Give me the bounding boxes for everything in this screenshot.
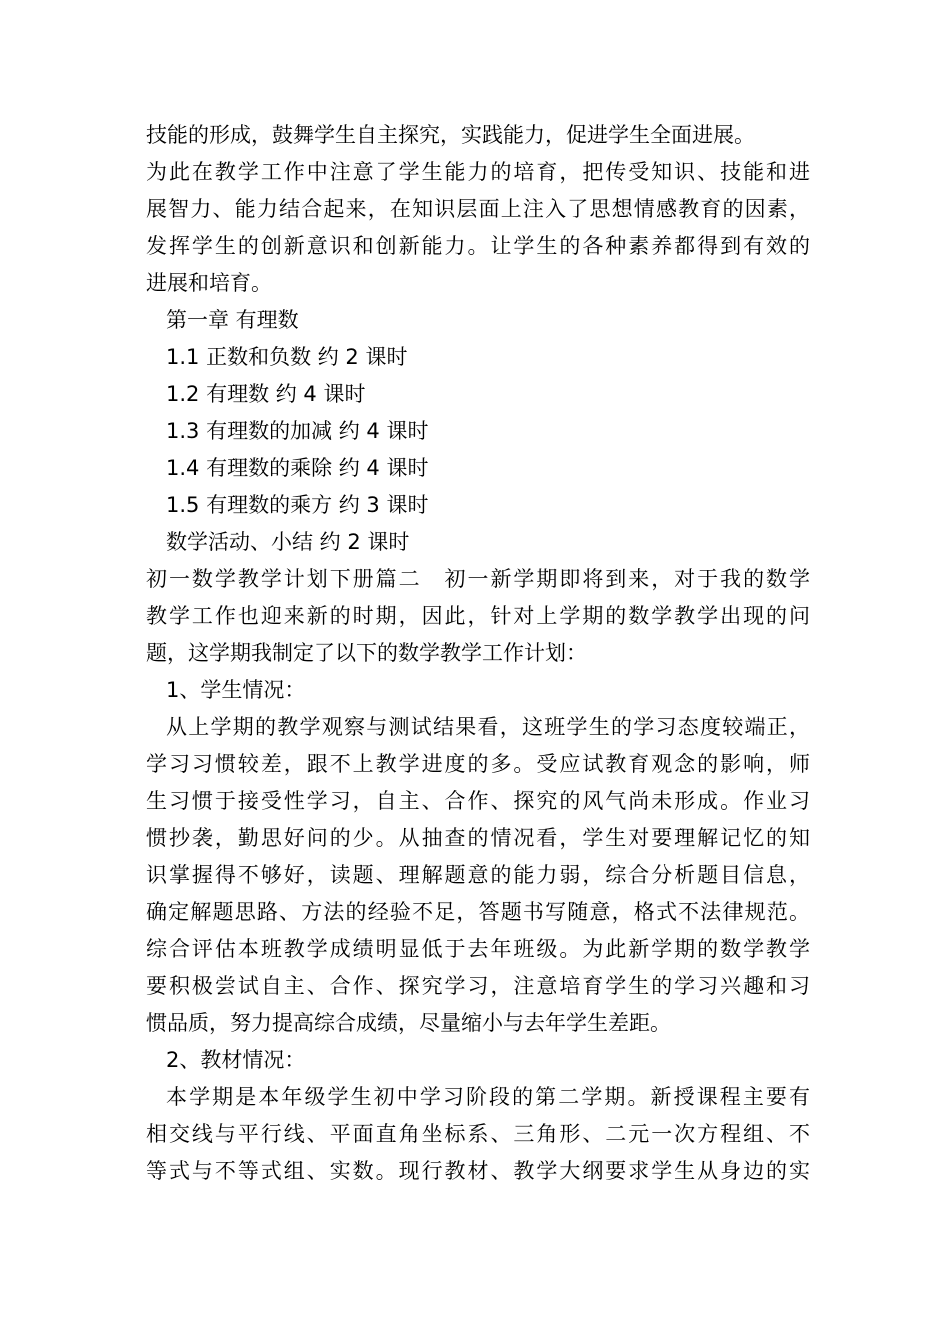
document-body xyxy=(146,117,810,1190)
text-line: 综合评估本班教学成绩明显低于去年班级。为此新学期的数学教学 xyxy=(146,937,810,961)
text-line: 1.2 有理数 约 4 课时 xyxy=(166,382,366,406)
text-line: 题，这学期我制定了以下的数学教学工作计划： xyxy=(146,641,587,665)
text-line: 生习惯于接受性学习，自主、合作、探究的风气尚未形成。作业习 xyxy=(146,789,810,813)
text-line: 1.4 有理数的乘除 约 4 课时 xyxy=(166,456,429,480)
text-line: 本学期是本年级学生初中学习阶段的第二学期。新授课程主要有 xyxy=(166,1085,810,1109)
text-line: 教学工作也迎来新的时期，因此，针对上学期的数学教学出现的问 xyxy=(146,604,810,628)
text-line: 等式与不等式组、实数。现行教材、教学大纲要求学生从身边的实 xyxy=(146,1159,810,1183)
text-line: 2、教材情况： xyxy=(166,1048,306,1072)
text-line: 初一数学教学计划下册篇二 初一新学期即将到来，对于我的数学 xyxy=(146,567,810,591)
text-line: 学习习惯较差，跟不上教学进度的多。受应试教育观念的影响，师 xyxy=(146,752,810,776)
text-line: 确定解题思路、方法的经验不足，答题书写随意，格式不法律规范。 xyxy=(146,900,810,924)
text-line: 展智力、能力结合起来，在知识层面上注入了思想情感教育的因素， xyxy=(146,197,810,221)
text-line: 识掌握得不够好，读题、理解题意的能力弱，综合分析题目信息， xyxy=(146,863,810,887)
text-line: 进展和培育。 xyxy=(146,271,272,295)
text-line: 技能的形成，鼓舞学生自主探究，实践能力，促进学生全面进展。 xyxy=(146,123,755,147)
text-line: 惯品质，努力提高综合成绩，尽量缩小与去年学生差距。 xyxy=(146,1011,671,1035)
text-line: 相交线与平行线、平面直角坐标系、三角形、二元一次方程组、不 xyxy=(146,1122,810,1146)
text-line: 要积极尝试自主、合作、探究学习，注意培育学生的学习兴趣和习 xyxy=(146,974,810,998)
text-line: 1.1 正数和负数 约 2 课时 xyxy=(166,345,408,369)
text-line: 发挥学生的创新意识和创新能力。让学生的各种素养都得到有效的 xyxy=(146,234,810,258)
text-line: 为此在教学工作中注意了学生能力的培育，把传受知识、技能和进 xyxy=(146,160,810,184)
text-line: 1.5 有理数的乘方 约 3 课时 xyxy=(166,493,429,517)
text-line: 第一章 有理数 xyxy=(166,308,299,332)
text-line: 从上学期的教学观察与测试结果看，这班学生的学习态度较端正， xyxy=(166,715,810,739)
text-line: 惯抄袭，勤思好问的少。从抽查的情况看，学生对要理解记忆的知 xyxy=(146,826,810,850)
text-line: 1、学生情况： xyxy=(166,678,306,702)
text-line: 1.3 有理数的加减 约 4 课时 xyxy=(166,419,429,443)
text-line: 数学活动、小结 约 2 课时 xyxy=(166,530,410,554)
